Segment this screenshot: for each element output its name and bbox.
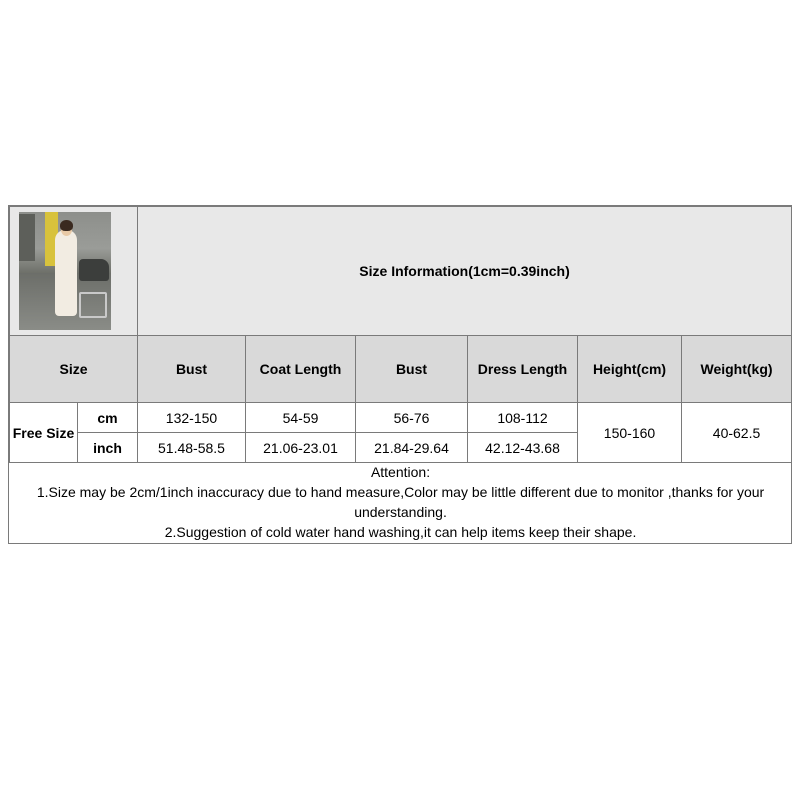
photo-pillar-dark bbox=[19, 214, 35, 261]
header-bust-dress: Bust bbox=[356, 336, 468, 403]
model-photo bbox=[19, 212, 111, 330]
size-chart-table bbox=[9, 206, 792, 543]
free-size-label: Free Size bbox=[10, 403, 78, 463]
header-bust-coat: Bust bbox=[138, 336, 246, 403]
cell-cm-dress-length: 108-112 bbox=[468, 403, 578, 433]
cell-cm-bust-coat: 132-150 bbox=[138, 403, 246, 433]
header-weight: Weight(kg) bbox=[682, 336, 792, 403]
chart-title: Size Information(1cm=0.39inch) bbox=[138, 207, 792, 336]
unit-inch: inch bbox=[78, 433, 138, 463]
photo-model-hair bbox=[60, 220, 73, 231]
cell-cm-coat-length: 54-59 bbox=[246, 403, 356, 433]
header-coat-length: Coat Length bbox=[246, 336, 356, 403]
model-photo-cell bbox=[10, 207, 138, 336]
cell-weight: 40-62.5 bbox=[682, 403, 792, 463]
cell-inch-coat-length: 21.06-23.01 bbox=[246, 433, 356, 463]
header-height: Height(cm) bbox=[578, 336, 682, 403]
cell-height: 150-160 bbox=[578, 403, 682, 463]
attention-line-2: 2.Suggestion of cold water hand washing,it can help items keep their shape. bbox=[164, 523, 637, 540]
attention-row bbox=[10, 463, 792, 543]
photo-cart bbox=[79, 292, 107, 318]
cell-inch-bust-dress: 21.84-29.64 bbox=[356, 433, 468, 463]
column-header-row bbox=[10, 336, 792, 403]
title-row bbox=[10, 207, 792, 336]
cell-inch-dress-length: 42.12-43.68 bbox=[468, 433, 578, 463]
size-chart-container bbox=[8, 205, 792, 544]
attention-line-1: 1.Size may be 2cm/1inch inaccuracy due to hand measure,Color may be little different due to monitor ,thanks for your understanding. bbox=[36, 483, 765, 520]
unit-cm: cm bbox=[78, 403, 138, 433]
attention-heading: Attention: bbox=[370, 464, 431, 480]
photo-car bbox=[79, 259, 109, 281]
table-row-cm bbox=[10, 403, 792, 433]
photo-model-body bbox=[55, 230, 77, 316]
attention-note bbox=[10, 463, 792, 543]
header-size: Size bbox=[10, 336, 138, 403]
cell-inch-bust-coat: 51.48-58.5 bbox=[138, 433, 246, 463]
header-dress-length: Dress Length bbox=[468, 336, 578, 403]
cell-cm-bust-dress: 56-76 bbox=[356, 403, 468, 433]
